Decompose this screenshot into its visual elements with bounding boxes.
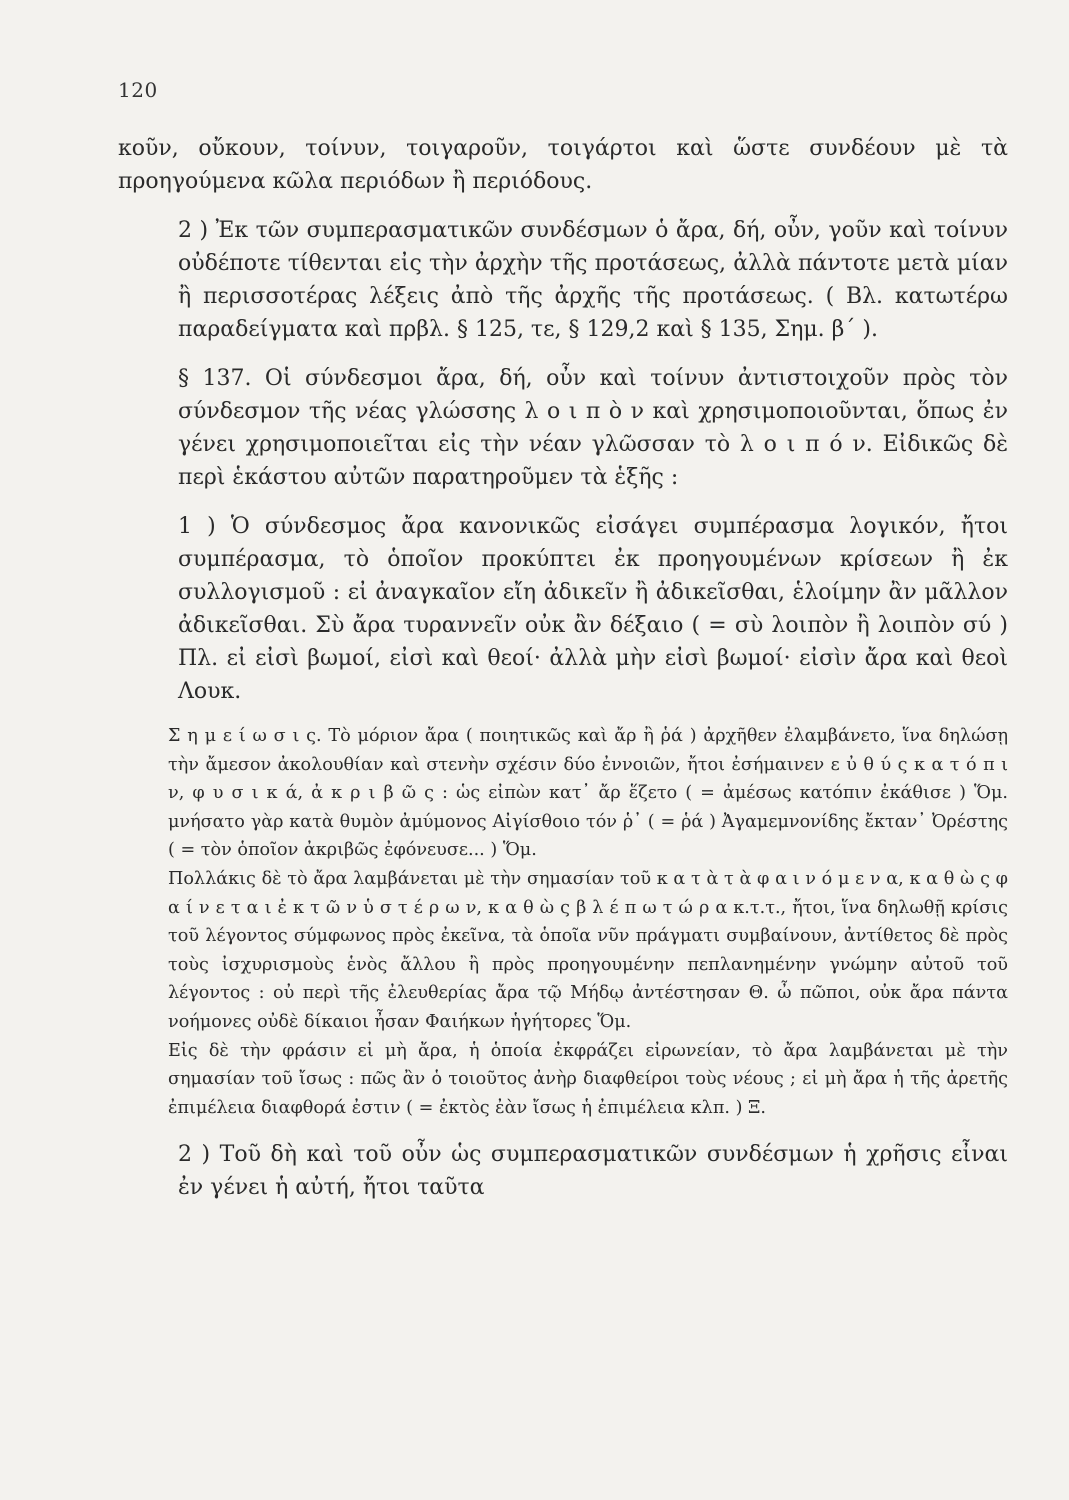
- paragraph-point-1-ara: 1 ) Ὁ σύνδεσμος ἄρα κανονικῶς εἰσάγει συμπέρασμα λογικόν, ἤτοι συμπέρασμα, τὸ ὁποῖον προκύπτει ἐκ προηγουμένων κρίσεων ἢ ἐκ συλλογισμοῦ : εἰ ἀναγκαῖον εἴη ἀδικεῖν ἢ ἀδικεῖσθαι, ἑλοίμην ἂν μᾶλλον ἀδικεῖσθαι. Σὺ ἄρα τυραννεῖν οὐκ ἂν δέξαιο ( = σὺ λοιπὸν ἢ λοιπὸν σύ ) Πλ. εἰ εἰσὶ βωμοί, εἰσὶ καὶ θεοί· ἀλλὰ μὴν εἰσὶ βωμοί· εἰσὶν ἄρα καὶ θεοὶ Λουκ.: [178, 514, 1008, 704]
- paragraph-section-137: § 137. Οἱ σύνδεσμοι ἄρα, δή, οὖν καὶ τοίνυν ἀντιστοιχοῦν πρὸς τὸν σύνδεσμον τῆς νέας γλώσσης λ ο ι π ὸ ν καὶ χρησιμοποιοῦνται, ὅπως ἐν γένει χρησιμοποιεῖται εἰς τὴν νέαν γλῶσσαν τὸ λ ο ι π ό ν. Εἰδικῶς δὲ περὶ ἑκάστου αὐτῶν παρατηροῦμεν τὰ ἑξῆς :: [178, 366, 1008, 490]
- paragraph-point-2-de-oun: 2 ) Τοῦ δὴ καὶ τοῦ οὖν ὡς συμπερασματικῶν συνδέσμων ἡ χρῆσις εἶναι ἐν γένει ἡ αὐτή, ἤτοι ταῦτα: [178, 1142, 1008, 1201]
- book-page: [118, 78, 1008, 1204]
- page-number: 120: [118, 78, 158, 102]
- note-pollakis: Πολλάκις δὲ τὸ ἄρα λαμβάνεται μὲ τὴν σημασίαν τοῦ κ α τ ὰ τ ὰ φ α ι ν ό μ ε ν α, κ α θ ὼ ς φ α ί ν ε τ α ι ἐ κ τ ῶ ν ὑ σ τ έ ρ ω ν, κ α θ ὼ ς β λ έ π ω τ ώ ρ α κ.τ.τ., ἤτοι, ἵνα δηλωθῇ κρίσις τοῦ λέγοντος σύμφωνος πρὸς ἐκεῖνα, τὰ ὁποῖα νῦν πράγματι συμβαίνουν, ἀντίθετος δὲ πρὸς τοὺς ἰσχυρισμοὺς ἑνὸς ἄλλου ἢ πρὸς προηγουμένην πεπλανημένην γνώμην αὐτοῦ τοῦ λέγοντος : οὐ περὶ τῆς ἐλευθερίας ἄρα τῷ Μήδῳ ἀντέστησαν Θ. ὦ πῶποι, οὐκ ἄρα πάντα νοήμονες οὐδὲ δίκαιοι ἦσαν Φαιήκων ἡγήτορες Ὅμ.: [168, 868, 1008, 1032]
- note-semeiosis: Σ η μ ε ί ω σ ι ς. Τὸ μόριον ἄρα ( ποιητικῶς καὶ ἄρ ἢ ῥά ) ἀρχῆθεν ἐλαμβάνετο, ἵνα δηλώσῃ τὴν ἄμεσον ἀκολουθίαν καὶ στενὴν σχέσιν δύο ἐννοιῶν, ἤτοι ἐσήμαινεν ε ὐ θ ύ ς κ α τ ό π ι ν, φ υ σ ι κ ά, ἀ κ ρ ι β ῶ ς : ὡς εἰπὼν κατ᾽ ἄρ ἕζετο ( = ἀμέσως κατόπιν ἐκάθισε ) Ὅμ. μνήσατο γὰρ κατὰ θυμὸν ἀμύμονος Αἰγίσθοιο τόν ῥ᾽ ( = ῥά ) Ἀγαμεμνονίδης ἔκταν᾽ Ὀρέστης ( = τὸν ὁποῖον ἀκριβῶς ἐφόνευσε... ) Ὅμ.: [168, 726, 1008, 861]
- note-ei-me-ara: Εἰς δὲ τὴν φράσιν εἰ μὴ ἄρα, ἡ ὁποία ἐκφράζει εἰρωνείαν, τὸ ἄρα λαμβάνεται μὲ τὴν σημασίαν τοῦ ἴσως : πῶς ἂν ὁ τοιοῦτος ἀνὴρ διαφθείροι τοὺς νέους ; εἰ μὴ ἄρα ἡ τῆς ἀρετῆς ἐπιμέλεια διαφθορά ἐστιν ( = ἐκτὸς ἐὰν ἴσως ἡ ἐπιμέλεια κλπ. ) Ξ.: [168, 1040, 1008, 1118]
- paragraph-point-2: 2 ) Ἐκ τῶν συμπερασματικῶν συνδέσμων ὁ ἄρα, δή, οὖν, γοῦν καὶ τοίνυν οὐδέποτε τίθενται εἰς τὴν ἀρχὴν τῆς προτάσεως, ἀλλὰ πάντοτε μετὰ μίαν ἢ περισσοτέρας λέξεις ἀπὸ τῆς ἀρχῆς τῆς προτάσεως. ( Βλ. κατωτέρω παραδείγματα καὶ πρβλ. § 125, τε, § 129,2 καὶ § 135, Σημ. β΄ ).: [178, 218, 1008, 342]
- paragraph-continuation: κοῦν, οὔκουν, τοίνυν, τοιγαροῦν, τοιγάρτοι καὶ ὥστε συνδέουν μὲ τὰ προηγούμενα κῶλα περιόδων ἢ περιόδους.: [118, 136, 1008, 194]
